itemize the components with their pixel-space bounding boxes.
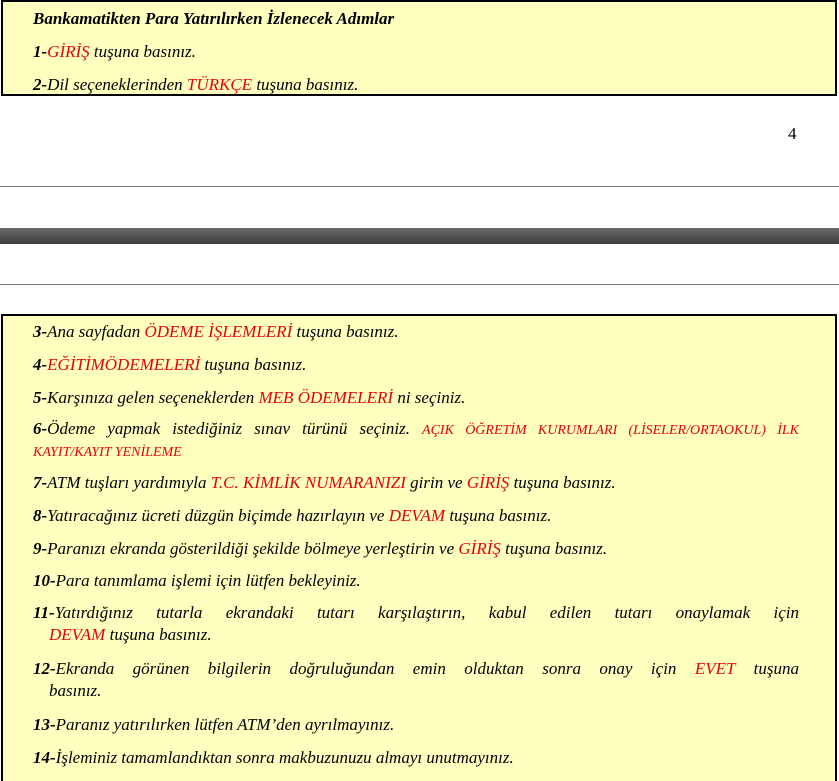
step-9: 9-Paranızı ekranda gösterildiği şekilde bölmeye yerleştirin ve GİRİŞ tuşuna basınız. [33, 539, 608, 558]
step-12: 12-Ekranda görünen bilgilerin doğruluğundan emin olduktan sonra onay için EVET tuşuna basınız. [33, 659, 799, 700]
step-3: 3-Ana sayfadan ÖDEME İŞLEMLERİ tuşuna basınız. [33, 322, 399, 341]
page-break-rule-top [0, 186, 839, 187]
top-instructions-box [1, 0, 837, 96]
step-8: 8-Yatıracağınız ücreti düzgün biçimde hazırlayın ve DEVAM tuşuna basınız. [33, 506, 552, 525]
step-10: 10-Para tanımlama işlemi için lütfen bekleyiniz. [33, 571, 361, 590]
instructions-title: Bankamatikten Para Yatırılırken İzlenecek Adımlar [33, 9, 395, 28]
page-break-rule-bottom [0, 284, 839, 285]
step-7: 7-ATM tuşları yardımıyla T.C. KİMLİK NUMARANIZI girin ve GİRİŞ tuşuna basınız. [33, 473, 616, 492]
step-2: 2-Dil seçeneklerinden TÜRKÇE tuşuna basınız. [33, 75, 359, 94]
page-number: 4 [788, 124, 797, 143]
page-gap-bar [0, 228, 839, 244]
step-1: 1-GİRİŞ tuşuna basınız. [33, 42, 196, 61]
step-14: 14-İşleminiz tamamlandıktan sonra makbuzunuzu almayı unutmayınız. [33, 748, 514, 767]
step-13: 13-Paranız yatırılırken lütfen ATM’den ayrılmayınız. [33, 715, 395, 734]
step-11: 11-Yatırdığınız tutarla ekrandaki tutarı karşılaştırın, kabul edilen tutarı onaylamak için DEVAM tuşuna basınız. [33, 603, 799, 644]
bottom-instructions-box [1, 314, 837, 781]
step-5: 5-Karşınıza gelen seçeneklerden MEB ÖDEMELERİ ni seçiniz. [33, 388, 466, 407]
step-6: 6-Ödeme yapmak istediğiniz sınav türünü seçiniz. AÇIK ÖĞRETİM KURUMLARI (LİSELER/ORTAOKUL) İLK KAYIT/KAYIT YENİLEME [33, 419, 799, 460]
step-4: 4-EĞİTİMÖDEMELERİ tuşuna basınız. [33, 355, 307, 374]
